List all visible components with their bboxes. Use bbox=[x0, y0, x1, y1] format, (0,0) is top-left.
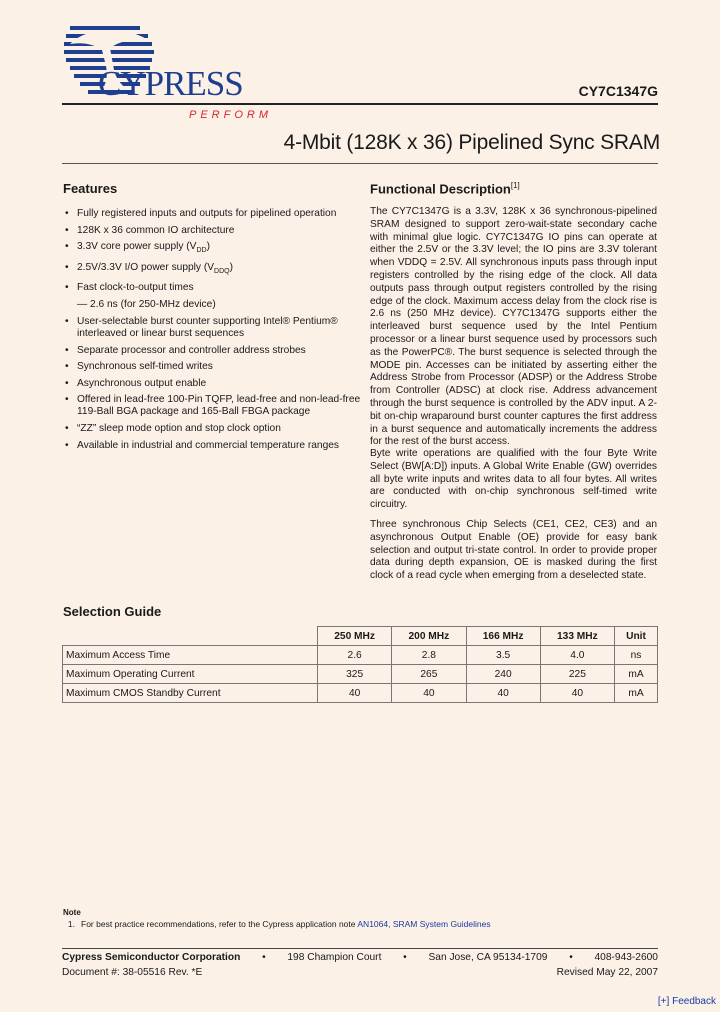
table-row bbox=[63, 646, 658, 665]
table-cell: 225 bbox=[540, 665, 614, 684]
bullet: • bbox=[403, 952, 407, 963]
footer-divider bbox=[62, 948, 658, 949]
bullet: • bbox=[569, 952, 573, 963]
unit-cell: mA bbox=[615, 665, 658, 684]
row-label: Maximum Access Time bbox=[63, 646, 318, 665]
column-header: 166 MHz bbox=[466, 627, 540, 646]
part-number: CY7C1347G bbox=[578, 83, 658, 99]
description-paragraph: Three synchronous Chip Selects (CE1, CE2, CE3) and an asynchronous Output Enable (OE) provide for easy bank selection and output tri-state control. In order to provide proper data during depth expansion, OE is masked during the first clock of a read cycle when emerging from a deselected state. bbox=[370, 519, 657, 582]
list-item: — 2.6 ns (for 250-MHz device) bbox=[77, 299, 216, 311]
document-number: Document #: 38-05516 Rev. *E bbox=[62, 967, 203, 978]
list-item: • Fully registered inputs and outputs for pipelined operation bbox=[63, 206, 363, 223]
table-cell: 265 bbox=[392, 665, 466, 684]
column-header: Unit bbox=[615, 627, 658, 646]
application-note-link[interactable]: AN1064, SRAM System Guidelines bbox=[357, 919, 491, 929]
city-address: San Jose, CA 95134-1709 bbox=[428, 952, 548, 963]
list-item: • Fast clock-to-output times bbox=[63, 280, 363, 297]
description-paragraph: The CY7C1347G is a 3.3V, 128K x 36 synchronous-pipelined SRAM designed to support zero-wait-state secondary cache with minimal glue logic. CY7C1347G IO pins can operate at either the 2.5V or the 3.3V level; the IO pins are 3.3V tolerant when VDDQ = 2.5V. All synchronous inputs pass through input registers controlled by the rising edge of the clock. All data outputs pass through output registers controlled by the rising edge of the clock. Maximum access delay from the clock rise is 2.6 ns (250 MHz device). CY7C1347G supports either the interleaved burst sequence used by the Intel Pentium processor or a linear burst sequence used by processors such as the PowerPC®. The burst sequence is selected through the MODE pin. Accesses can be initiated by asserting either the Address Strobe from Processor (ADSP) or the Address Strobe from Controller (ADSC) at clock rise. Address advancement through the burst sequence is controlled by the ADV input. A 2-bit on-chip wraparound burst counter captures the first address in a burst sequence and automatically increments the address for the rest of the burst access. bbox=[370, 206, 657, 448]
street-address: 198 Champion Court bbox=[287, 952, 382, 963]
table-row bbox=[63, 684, 658, 703]
bullet: • bbox=[262, 952, 266, 963]
list-item: • Asynchronous output enable bbox=[63, 376, 363, 393]
feedback-link[interactable]: [+] Feedback bbox=[657, 996, 716, 1007]
table-cell: 2.6 bbox=[318, 646, 392, 665]
note-title: Note bbox=[63, 908, 81, 917]
functional-description-heading: Functional Description[1] bbox=[370, 181, 520, 197]
logo-wordmark: CYPRESS bbox=[98, 64, 243, 103]
table-row bbox=[63, 665, 658, 684]
logo-tagline: PERFORM bbox=[189, 109, 272, 121]
table-cell: 40 bbox=[392, 684, 466, 703]
selection-guide-table bbox=[62, 626, 658, 703]
note-number: 1. bbox=[67, 919, 75, 929]
company-name: Cypress Semiconductor Corporation bbox=[62, 952, 241, 963]
table-cell: 4.0 bbox=[540, 646, 614, 665]
list-item: • Synchronous self-timed writes bbox=[63, 359, 363, 376]
row-label: Maximum Operating Current bbox=[63, 665, 318, 684]
unit-cell: ns bbox=[615, 646, 658, 665]
unit-cell: mA bbox=[615, 684, 658, 703]
footer-address-row bbox=[62, 952, 658, 963]
table-cell: 40 bbox=[540, 684, 614, 703]
list-item: • Available in industrial and commercial temperature ranges bbox=[63, 438, 363, 455]
list-item: • Separate processor and controller address strobes bbox=[63, 343, 363, 360]
footer-document-row bbox=[62, 967, 658, 978]
table-cell: 325 bbox=[318, 665, 392, 684]
table-cell: 40 bbox=[318, 684, 392, 703]
column-header: 133 MHz bbox=[540, 627, 614, 646]
phone-number: 408-943-2600 bbox=[594, 952, 658, 963]
column-header: 200 MHz bbox=[392, 627, 466, 646]
header-divider bbox=[62, 103, 658, 105]
note-reference[interactable]: [1] bbox=[510, 181, 520, 190]
table-cell: 240 bbox=[466, 665, 540, 684]
list-item: • Offered in lead-free 100-Pin TQFP, lead-free and non-lead-free 119-Ball BGA package and 165-Ball FBGA package bbox=[63, 394, 363, 418]
title-divider bbox=[62, 163, 658, 164]
column-header: 250 MHz bbox=[318, 627, 392, 646]
list-item: • 3.3V core power supply $(V_{DD})$ bbox=[63, 239, 363, 260]
table-cell: 2.8 bbox=[392, 646, 466, 665]
list-item: • 2.5V/3.3V I/O power supply $(V_{DDQ})$ bbox=[63, 260, 363, 281]
features-heading: Features bbox=[63, 181, 118, 196]
table-header-row bbox=[63, 627, 658, 646]
features-list bbox=[63, 206, 363, 455]
note-text bbox=[63, 919, 491, 929]
list-item: • “ZZ” sleep mode option and stop clock option bbox=[63, 421, 363, 438]
list-item: • 128K x 36 common IO architecture bbox=[63, 223, 363, 240]
table-corner bbox=[63, 627, 318, 646]
document-title: 4-Mbit (128K x 36) Pipelined Sync SRAM bbox=[283, 131, 660, 154]
table-cell: 3.5 bbox=[466, 646, 540, 665]
list-item: • User-selectable burst counter supporting Intel® Pentium® interleaved or linear burst sequences bbox=[63, 316, 363, 340]
row-label: Maximum CMOS Standby Current bbox=[63, 684, 318, 703]
revision-date: Revised May 22, 2007 bbox=[556, 967, 658, 978]
description-paragraph: Byte write operations are qualified with the four Byte Write Select (BW[A:D]) inputs. A Global Write Enable (GW) overrides all byte write inputs and writes data to all four bytes. All writes are conducted with on-chip synchronous self-timed write circuitry. bbox=[370, 448, 657, 511]
note-body: For best practice recommendations, refer to the Cypress application note bbox=[81, 919, 358, 929]
table-cell: 40 bbox=[466, 684, 540, 703]
selection-guide-heading: Selection Guide bbox=[63, 604, 162, 619]
